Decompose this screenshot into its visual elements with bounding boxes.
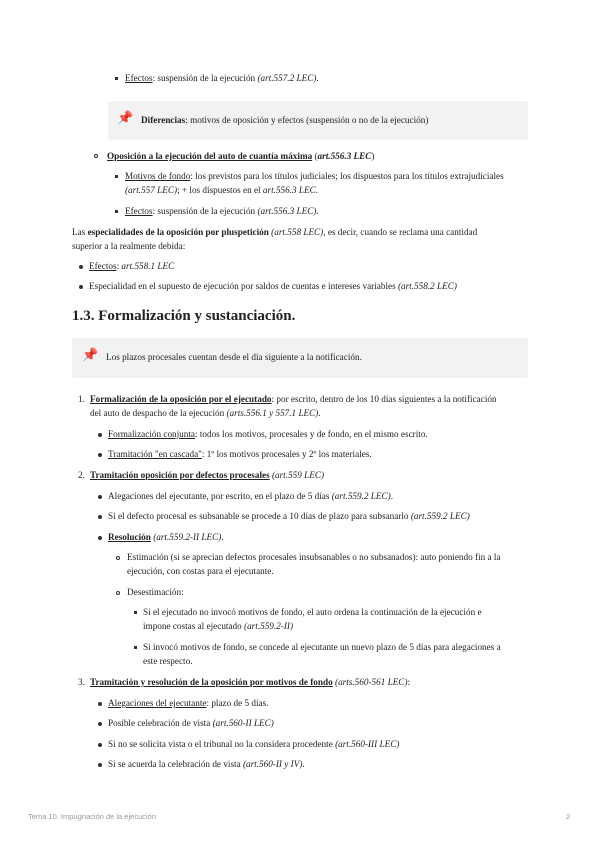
section-heading: 1.3. Formalización y sustanciación.	[72, 308, 296, 324]
list-item: Efectos: suspensión de la ejecución (art.557.2 LEC).	[125, 73, 319, 83]
list-item-2c2a-cont: impone costas al ejecutado (art.559.2-II)	[143, 621, 294, 631]
pin-icon: 📌	[117, 111, 134, 126]
list-item-cuantia: Oposición a la ejecución del auto de cuantía máxima (art.556.3 LEC)	[107, 151, 375, 161]
list-item-1: Formalización de la oposición por el ejecutado: por escrito, dentro de los 10 días siguientes a la notificación	[90, 394, 497, 404]
list-item-2a: Alegaciones del ejecutante, por escrito, en el plazo de 5 días (art.559.2 LEC).	[108, 491, 393, 501]
list-item-motivos-cont: (art.557 LEC); + los dispuestos en el art.556.3 LEC.	[125, 185, 319, 195]
list-item-2c: Resolución (art.559.2-II LEC).	[108, 532, 224, 542]
bullet	[134, 646, 137, 649]
pin-icon: 📌	[82, 348, 99, 363]
list-item-2b: Si el defecto procesal es subsanable se procede a 10 días de plazo para subsanarlo (art.559.2 LEC)	[108, 511, 470, 521]
list-number: 1.	[78, 394, 85, 404]
callout-text: Diferencias: motivos de oposición y efectos (suspensión o no de la ejecución)	[141, 115, 429, 125]
list-item-3c: Si no se solicita vista o el tribunal no la considera procedente (art.560-III LEC)	[108, 739, 400, 749]
list-number: 2.	[78, 470, 85, 480]
bullet	[115, 210, 118, 213]
bullet	[79, 285, 83, 289]
bullet	[98, 433, 102, 437]
list-item-3b: Posible celebración de vista (art.560-II LEC)	[108, 718, 274, 728]
list-item-3a: Alegaciones del ejecutante: plazo de 5 días.	[108, 698, 269, 708]
list-item-2c1-cont: ejecución, con costas para el ejecutante.	[127, 566, 274, 576]
list-item-efectos: Efectos: suspensión de la ejecución (art.556.3 LEC).	[125, 206, 319, 216]
list-item-2: Tramitación oposición por defectos procesales (art.559 LEC)	[90, 470, 325, 480]
list-item-3: Tramitación y resolución de la oposición por motivos de fondo (arts.560-561 LEC):	[90, 677, 411, 687]
bullet	[98, 763, 102, 767]
paragraph-pluspeticion: Las especialidades de la oposición por pluspetición (art.558 LEC), es decir, cuando se reclama una cantidad	[72, 227, 478, 237]
list-item-1a: Formalización conjunta: todos los motivos, procesales y de fondo, en el mismo escrito.	[108, 429, 428, 439]
bullet	[98, 495, 102, 499]
bullet	[116, 556, 120, 560]
bullet	[79, 265, 83, 269]
bullet	[98, 453, 102, 457]
page-number: 2	[566, 812, 571, 821]
bullet	[116, 591, 120, 595]
bullet	[98, 515, 102, 519]
list-item-2c1: Estimación (si se aprecian defectos procesales insubsanables o no subsanados): auto poniendo fin a la	[127, 552, 501, 562]
callout-text: Los plazos procesales cuentan desde el día siguiente a la notificación.	[106, 352, 362, 362]
list-item-motivos: Motivos de fondo: los previstos para los títulos judiciales; los dispuestos para los títulos extrajudiciales	[125, 171, 504, 181]
list-item-1b: Tramitación "en cascada": 1º los motivos procesales y 2º los materiales.	[108, 449, 372, 459]
list-item-2c2a: Si el ejecutado no invocó motivos de fondo, el auto ordena la continuación de la ejecución e	[143, 607, 482, 617]
list-item-2c2b-cont: este respecto.	[143, 656, 193, 666]
list-item-3d: Si se acuerda la celebración de vista (art.560-II y IV).	[108, 759, 305, 769]
paragraph-pluspeticion-cont: superior a la realmente debida:	[72, 241, 186, 251]
list-item-2c2: Desestimación:	[127, 587, 184, 597]
footer-title: Tema 10. Impugnación de la ejecución	[28, 812, 156, 821]
bullet	[98, 702, 102, 706]
bullet	[98, 536, 102, 540]
list-number: 3.	[78, 677, 85, 687]
list-item-2c2b: Si invocó motivos de fondo, se concede al ejecutante un nuevo plazo de 5 días para alegaciones a	[143, 642, 501, 652]
list-item-1-cont: del auto de despacho de la ejecución (arts.556.1 y 557.1 LEC).	[90, 408, 321, 418]
bullet	[98, 743, 102, 747]
bullet	[94, 154, 98, 158]
bullet	[115, 77, 118, 80]
bullet	[115, 175, 118, 178]
list-item-efectos-plus: Efectos: art.558.1 LEC	[89, 261, 175, 271]
bullet	[134, 611, 137, 614]
list-item-especialidad: Especialidad en el supuesto de ejecución por saldos de cuentas e intereses variables (art.558.2 LEC)	[89, 281, 457, 291]
bullet	[98, 722, 102, 726]
